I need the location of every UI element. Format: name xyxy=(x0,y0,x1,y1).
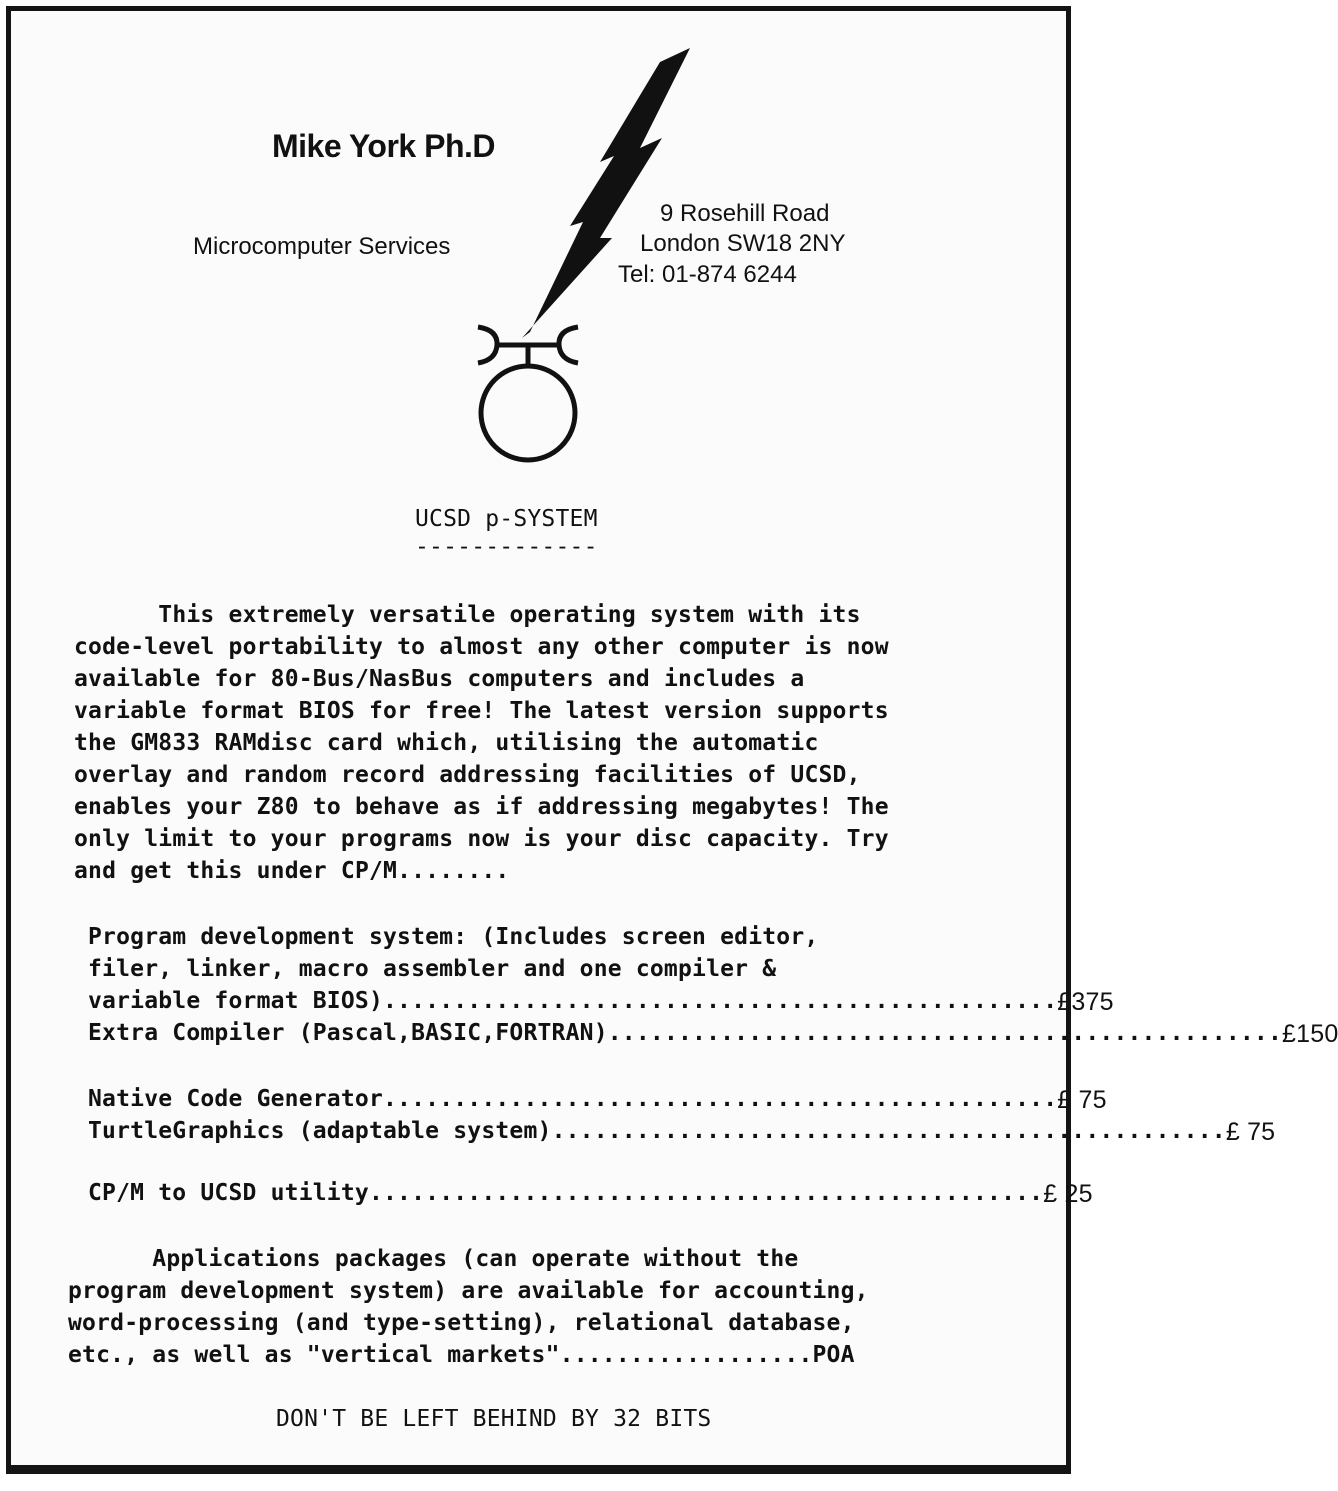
address-line-1: 9 Rosehill Road xyxy=(660,200,830,227)
applications-line: program development system) are available for accounting, xyxy=(68,1278,869,1304)
telephone: Tel: 01-874 6244 xyxy=(618,261,797,288)
pds-description-line: filer, linker, macro assembler and one compiler & xyxy=(88,956,777,982)
leader-dots: ................................................ xyxy=(383,1086,1058,1112)
price-row xyxy=(88,988,1114,1017)
applications-line: Applications packages (can operate without the xyxy=(68,1246,799,1272)
price-item-desc: Extra Compiler (Pascal,BASIC,FORTRAN) xyxy=(88,1020,608,1046)
price-item-price: £ 25 xyxy=(1043,1180,1093,1208)
price-item-desc: variable format BIOS) xyxy=(88,988,383,1014)
applications-line: word-processing (and type-setting), relational database, xyxy=(68,1310,855,1336)
company-services: Microcomputer Services xyxy=(193,233,451,260)
price-item-price: £ 75 xyxy=(1057,1086,1107,1114)
lightning-bolt-and-omega-symbol-icon xyxy=(0,0,1085,470)
omega-circle xyxy=(481,366,575,460)
price-item-desc: CP/M to UCSD utility xyxy=(88,1180,369,1206)
leader-dots: ................................................ xyxy=(607,1020,1283,1046)
leader-dots: ................................................ xyxy=(368,1180,1044,1206)
pds-description-line: Program development system: (Includes screen editor, xyxy=(88,924,819,950)
address-line-2: London SW18 2NY xyxy=(640,230,846,257)
intro-line: only limit to your programs now is your disc capacity. Try xyxy=(74,826,889,852)
intro-line: This extremely versatile operating system with its xyxy=(74,602,861,628)
leader-dots: ................................................ xyxy=(383,988,1058,1014)
intro-line: variable format BIOS for free! The latest version supports xyxy=(74,698,889,724)
lightning-bolt-icon xyxy=(522,48,690,338)
product-title: UCSD p-SYSTEM xyxy=(415,506,598,532)
price-item-desc: Native Code Generator xyxy=(88,1086,383,1112)
price-row xyxy=(88,1020,1338,1049)
price-row xyxy=(88,1180,1093,1209)
price-item-desc: TurtleGraphics (adaptable system) xyxy=(88,1118,552,1144)
intro-line: overlay and random record addressing facilities of UCSD, xyxy=(74,762,861,788)
leader-dots: ................................................ xyxy=(551,1118,1226,1144)
intro-line: available for 80-Bus/NasBus computers and includes a xyxy=(74,666,805,692)
intro-line: and get this under CP/M........ xyxy=(74,858,510,884)
price-row xyxy=(88,1118,1276,1147)
intro-line: code-level portability to almost any other computer is now xyxy=(74,634,889,660)
price-item-price: £150 xyxy=(1282,1020,1338,1048)
price-item-price: £ 75 xyxy=(1225,1118,1276,1146)
intro-line: the GM833 RAMdisc card which, utilising the automatic xyxy=(74,730,819,756)
price-row xyxy=(88,1086,1107,1115)
footer-slogan: DON'T BE LEFT BEHIND BY 32 BITS xyxy=(276,1406,712,1432)
product-title-underline: ------------- xyxy=(415,534,598,560)
applications-line: etc., as well as "vertical markets"..................POA xyxy=(68,1342,855,1368)
intro-line: enables your Z80 to behave as if addressing megabytes! The xyxy=(74,794,889,820)
price-item-price: £375 xyxy=(1057,988,1114,1016)
author-name: Mike York Ph.D xyxy=(272,128,495,164)
